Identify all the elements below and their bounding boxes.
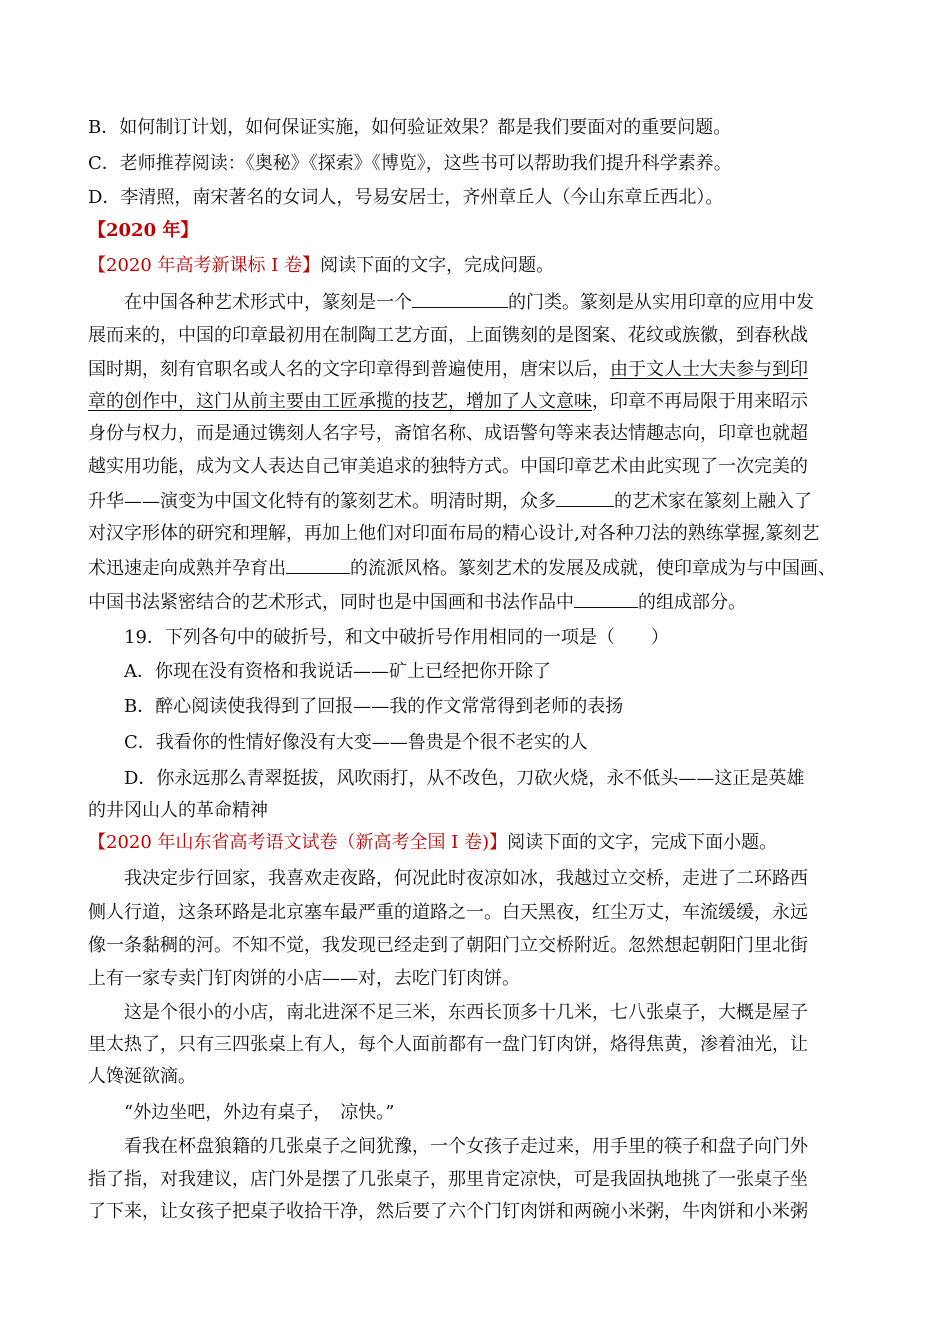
section2-instruction: 阅读下面的文字，完成下面小题。 [507,832,778,853]
story-line: 指了指，对我建议，店门外是摆了几张桌子，那里肯定凉快，可是我固执地挑了一张桌子坐 [88,1169,808,1190]
section2-source: 【2020 年山东省高考语文试卷（新高考全国 I 卷)】 [88,832,508,853]
option-b: B．醉心阅读使我得到了回报——我的作文常常得到老师的表扬 [124,696,624,717]
story-line: 像一条黏稠的河。不知不觉，我发现已经走到了朝阳门立交桥附近。忽然想起朝阳门里北街 [88,935,808,956]
passage-line-10: 中国书法紧密结合的艺术形式，同时也是中国画和书法作品中 的组成部分。 [88,589,746,616]
section1-source: 【2020 年高考新课标 I 卷】 [88,255,321,276]
section1-header [88,253,554,279]
passage-line-9: 术迅速走向成熟并孕育出 的流派风格。篆刻艺术的发展及成就，使印章成为与中国画、 [88,555,836,582]
story-line: 人馋涎欲滴。 [88,1066,196,1087]
option-d: D．你永远那么青翠挺拔，风吹雨打，从不改色，刀砍火烧，永不低头——这正是英雄 [124,768,805,789]
dialogue-line: “外边坐吧，外边有桌子， 凉快。” [124,1102,395,1123]
story-line: 了下来，让女孩子把桌子收拾干净，然后要了六个门钉肉饼和两碗小米粥，牛肉饼和小米粥 [88,1201,808,1222]
fill-blank-3 [286,555,350,574]
prev-option-b: B．如何制订计划，如何保证实施，如何验证效果？都是我们要面对的重要问题。 [88,117,732,138]
passage-line-2: 展而来的，中国的印章最初用在制陶工艺方面，上面镌刻的是图案、花纹或族徽，到春秋战 [88,325,808,346]
story-line: 这是个很小的小店，南北进深不足三米，东西长顶多十几米，七八张桌子，大概是屋子 [124,1002,808,1023]
passage-line-6: 越实用功能，成为文人表达自己审美追求的独特方式。中国印章艺术由此实现了一次完美的 [88,456,808,477]
story-line: 里太热了，只有三四张桌上有人，每个人面前都有一盘门钉肉饼，烙得焦黄，渗着油光，让 [88,1034,808,1055]
section1-instruction: 阅读下面的文字，完成问题。 [320,255,555,276]
question-19: 19．下列各句中的破折号，和文中破折号作用相同的一项是（ ） [124,627,669,648]
passage-line-5: 身份与权力，而是通过镌刻人名字号，斋馆名称、成语警句等来表达情趣志向，印章也就超 [88,423,808,444]
passage-line-1: 在中国各种艺术形式中，篆刻是一个 的门类。篆刻是从实用印章的应用中发 [124,289,814,316]
story-line: 我决定步行回家，我喜欢走夜路，何况此时夜凉如冰，我越过立交桥，走进了二环路西 [124,868,808,889]
story-line: 看我在杯盘狼籍的几张桌子之间犹豫，一个女孩子走过来，用手里的筷子和盘子向门外 [124,1136,808,1157]
passage-line-7: 升华——演变为中国文化特有的篆刻艺术。明清时期，众多 的艺术家在篆刻上融入了 [88,488,812,515]
underlined-sentence-part1: 由于文人士大夫参与到印 [610,359,808,380]
option-a: A．你现在没有资格和我说话——矿上已经把你开除了 [124,661,551,682]
story-line: 侧人行道，这条环路是北京塞车最严重的道路之一。白天黑夜，红尘万丈，车流缓缓，永远 [88,902,808,923]
passage-line-4: 章的创作中，这门从前主要由工匠承揽的技艺，增加了人文意味，印章不再局限于用来昭示 [88,391,808,412]
story-line: 上有一家专卖门钉肉饼的小店——对，去吃门钉肉饼。 [88,968,520,989]
underlined-sentence-part2: 章的创作中，这门从前主要由工匠承揽的技艺，增加了人文意味 [88,391,592,412]
section2-header [88,830,777,856]
option-c: C．我看你的性情好像没有大变——鲁贵是个很不老实的人 [124,732,588,753]
passage-line-3: 国时期，刻有官职名或人名的文字印章得到普遍使用，唐宋以后，由于文人士大夫参与到印 [88,359,808,380]
option-d-continued: 的井冈山人的革命精神 [88,800,268,821]
passage-line-8: 对汉字形体的研究和理解，再加上他们对印面布局的精心设计,对各种刀法的熟练掌握,篆刻艺 [88,523,820,544]
fill-blank-1 [412,289,508,308]
prev-option-d: D．李清照，南宋著名的女词人，号易安居士，齐州章丘人（今山东章丘西北）。 [88,187,724,208]
prev-option-c: C．老师推荐阅读：《奥秘》《探索》《博览》，这些书可以帮助我们提升科学素养。 [88,153,732,174]
fill-blank-4 [574,589,638,608]
year-heading: 【2020 年】 [88,220,199,241]
fill-blank-2 [556,488,614,507]
